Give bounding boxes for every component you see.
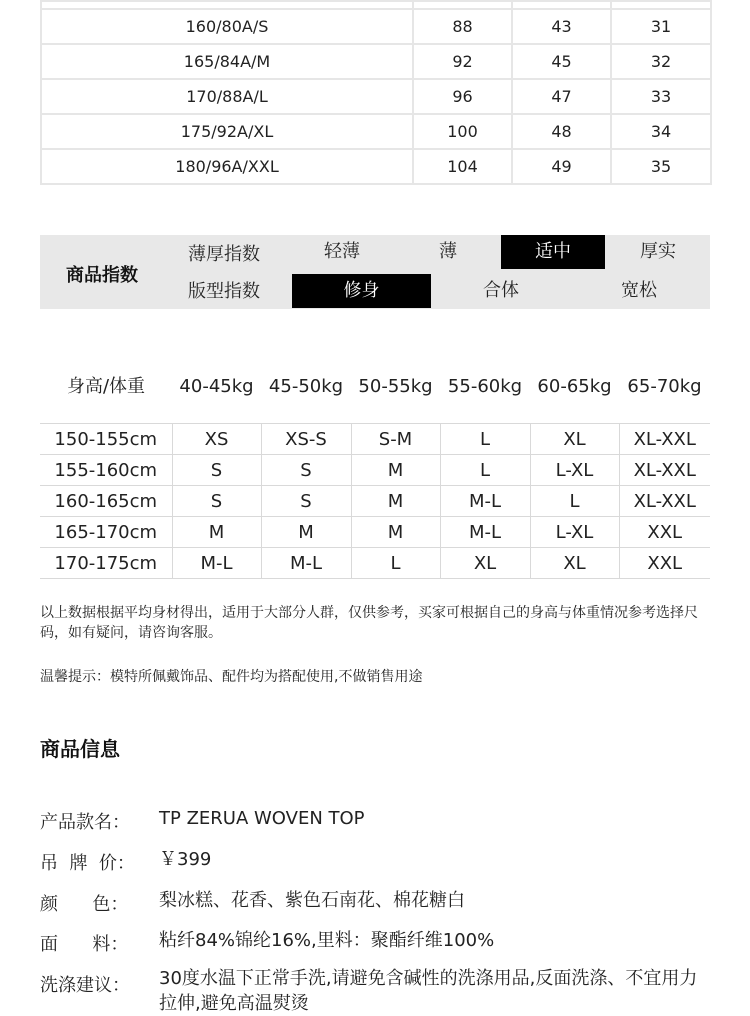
table-cell — [512, 1, 611, 9]
size-cell: S — [172, 455, 261, 486]
size-cell: M — [351, 486, 440, 517]
fit-option-regular: 合体 — [483, 280, 519, 301]
table-row — [41, 44, 711, 79]
info-value-style-name: TP ZERUA WOVEN TOP — [159, 808, 365, 829]
size-cell: L — [440, 424, 530, 455]
size-chart-table — [40, 0, 712, 185]
size-cell: S — [172, 486, 261, 517]
size-cell: XL-XXL — [619, 455, 710, 486]
info-label-tag-price: 吊 牌 价： — [40, 853, 135, 874]
table-row — [40, 548, 710, 579]
table-row — [40, 424, 710, 455]
size-cell: M-L — [261, 548, 351, 579]
fit-option-loose: 宽松 — [621, 280, 657, 301]
fit-option-slim-selected: 修身 — [292, 274, 431, 308]
size-cell: XL-XXL — [619, 424, 710, 455]
height-cell: 170-175cm — [40, 548, 172, 579]
height-cell: 165-170cm — [40, 517, 172, 548]
table-cell — [413, 1, 512, 9]
table-row — [41, 114, 711, 149]
size-cell: L — [440, 455, 530, 486]
accessory-tip: 温馨提示：模特所佩戴饰品、配件均为搭配使用,不做销售用途 — [40, 669, 423, 685]
table-row — [41, 1, 711, 9]
table-cell: 33 — [611, 79, 711, 114]
info-label-color: 颜 色： — [40, 894, 129, 915]
thickness-option-medium-selected: 适中 — [501, 235, 605, 269]
rec-header-weight: 55-60kg — [447, 376, 523, 397]
size-cell: M — [351, 517, 440, 548]
table-cell — [611, 1, 711, 9]
size-cell: L — [530, 486, 619, 517]
size-cell: M-L — [440, 486, 530, 517]
rec-header-height-weight: 身高/体重 — [66, 376, 146, 397]
table-cell: 34 — [611, 114, 711, 149]
table-cell: 47 — [512, 79, 611, 114]
size-cell: S-M — [351, 424, 440, 455]
size-cell: M-L — [172, 548, 261, 579]
size-cell: L-XL — [530, 517, 619, 548]
table-cell: 48 — [512, 114, 611, 149]
size-label-cell: 180/96A/XXL — [41, 149, 413, 184]
table-cell: 49 — [512, 149, 611, 184]
size-label-cell: 175/92A/XL — [41, 114, 413, 149]
rec-header-weight: 50-55kg — [358, 376, 433, 397]
size-cell: XL — [530, 548, 619, 579]
size-cell: XS-S — [261, 424, 351, 455]
size-recommendation-table — [40, 423, 710, 579]
size-cell: XL-XXL — [619, 486, 710, 517]
size-label-cell: 160/80A/S — [41, 9, 413, 44]
info-value-fabric: 粘纤84%锦纶16%,里料：聚酯纤维100% — [159, 930, 495, 951]
table-cell: 104 — [413, 149, 512, 184]
table-cell — [41, 1, 413, 9]
thickness-option-light: 轻薄 — [324, 241, 360, 262]
table-cell: 96 — [413, 79, 512, 114]
size-cell: M — [351, 455, 440, 486]
rec-header-weight: 45-50kg — [268, 376, 344, 397]
product-info-title: 商品信息 — [40, 737, 120, 761]
info-value-tag-price: ￥399 — [159, 849, 212, 870]
height-cell: 160-165cm — [40, 486, 172, 517]
thickness-option-thick: 厚实 — [640, 241, 676, 262]
table-cell: 43 — [512, 9, 611, 44]
size-cell: XS — [172, 424, 261, 455]
size-cell: XL — [530, 424, 619, 455]
fit-index-label: 版型指数 — [188, 281, 260, 302]
table-cell: 100 — [413, 114, 512, 149]
size-cell: XL — [440, 548, 530, 579]
height-cell: 155-160cm — [40, 455, 172, 486]
size-label-cell: 165/84A/M — [41, 44, 413, 79]
size-cell: M — [172, 517, 261, 548]
rec-header-weight: 60-65kg — [537, 376, 612, 397]
size-cell: XXL — [619, 517, 710, 548]
table-cell: 32 — [611, 44, 711, 79]
table-row — [40, 455, 710, 486]
size-cell: M-L — [440, 517, 530, 548]
size-data-note: 以上数据根据平均身材得出，适用于大部分人群，仅供参考，买家可根据自己的身高与体重情况参考选择尺码，如有疑问，请咨询客服。 — [40, 605, 698, 641]
info-label-care: 洗涤建议： — [40, 975, 130, 996]
rec-header-weight: 65-70kg — [627, 376, 702, 397]
table-row — [41, 79, 711, 114]
table-cell: 92 — [413, 44, 512, 79]
product-index-panel — [40, 235, 710, 309]
height-cell: 150-155cm — [40, 424, 172, 455]
product-index-title: 商品指数 — [66, 265, 138, 286]
table-row — [41, 9, 711, 44]
size-cell: S — [261, 486, 351, 517]
table-cell: 31 — [611, 9, 711, 44]
size-cell: M — [261, 517, 351, 548]
table-row — [40, 517, 710, 548]
thickness-index-label: 薄厚指数 — [188, 244, 260, 265]
table-cell: 88 — [413, 9, 512, 44]
thickness-option-thin: 薄 — [439, 241, 457, 262]
table-cell: 35 — [611, 149, 711, 184]
table-row — [40, 486, 710, 517]
info-value-care: 30度水温下正常手洗,请避免含碱性的洗涤用品,反面洗涤、不宜用力拉伸,避免高温熨烫 — [159, 968, 698, 1014]
info-label-style-name: 产品款名： — [40, 812, 130, 833]
info-value-color: 梨冰糕、花香、紫色石南花、棉花糖白 — [159, 890, 465, 911]
size-cell: S — [261, 455, 351, 486]
info-label-fabric: 面 料： — [40, 934, 129, 955]
size-cell: L — [351, 548, 440, 579]
table-cell: 45 — [512, 44, 611, 79]
table-row — [41, 149, 711, 184]
size-label-cell: 170/88A/L — [41, 79, 413, 114]
rec-header-weight: 40-45kg — [179, 376, 254, 397]
size-cell: XXL — [619, 548, 710, 579]
size-cell: L-XL — [530, 455, 619, 486]
